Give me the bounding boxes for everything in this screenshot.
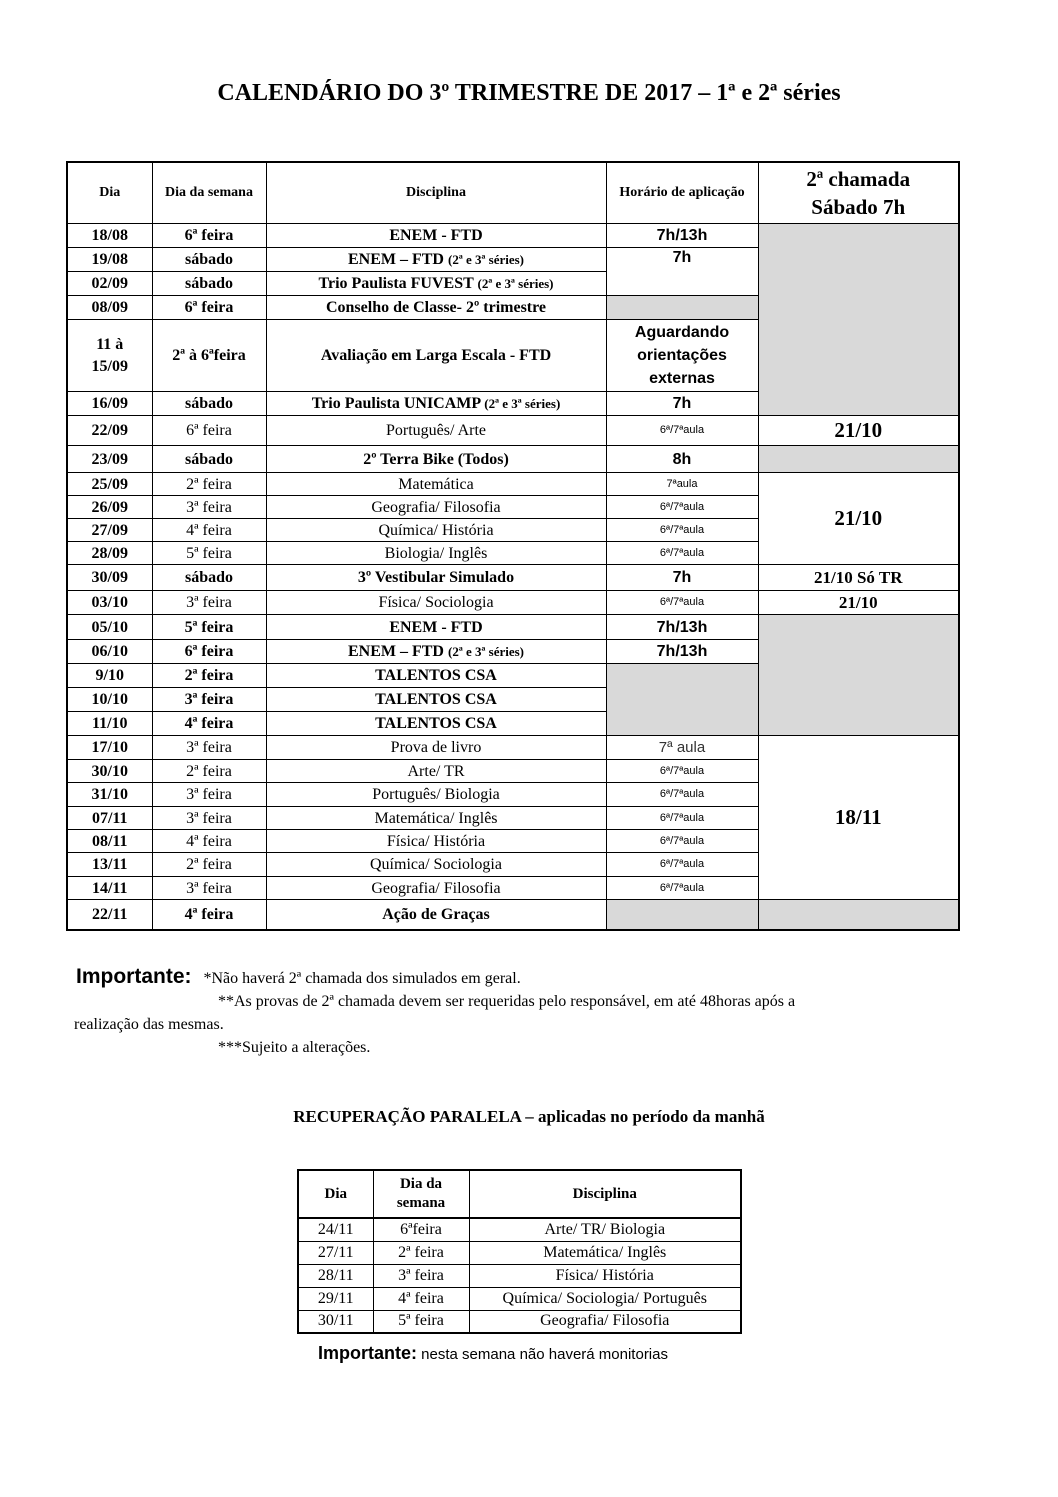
cell-disciplina: ENEM - FTD [266,615,606,640]
header-segunda-chamada-line1: 2ª chamada [806,167,911,191]
cell-disciplina: Ação de Graças [266,900,606,930]
cell-horario: 7h/13h [606,224,758,248]
cell-dia: 27/11 [298,1241,373,1264]
cell-semana: 2ª feira [373,1241,469,1264]
cell-semana: 4ª feira [152,830,266,853]
cell-dia: 24/11 [298,1218,373,1241]
header-dia-semana: Dia da semana [373,1170,469,1218]
header-dia-semana: Dia da semana [152,162,266,224]
note-line-2b: realização das mesmas. [74,1016,224,1033]
cell-semana: sábado [152,272,266,296]
cell-disciplina: TALENTOS CSA [266,664,606,688]
cell-disciplina: Química/ Sociologia [266,853,606,877]
cell-segunda: 18/11 [758,736,959,900]
cell-semana: 6ª feira [152,416,266,446]
cell-horario-empty [606,664,758,736]
table-row [67,473,959,496]
header-segunda-chamada [758,162,959,224]
horario-line3: externas [649,370,715,387]
cell-dia: 27/09 [67,519,152,542]
horario-line2: orientações [637,347,727,364]
cell-disciplina: Português/ Arte [266,416,606,446]
cell-semana: 2ª feira [152,473,266,496]
cell-horario: 6ª/7ªaula [606,877,758,900]
cell-horario: 6ª/7ªaula [606,830,758,853]
table-header-row [67,162,959,224]
disciplina-suffix: (2ª e 3ª séries) [447,644,524,659]
cell-horario: 6ª/7ªaula [606,783,758,807]
cell-disciplina: Arte/ TR [266,760,606,783]
note-line-2: **As provas de 2ª chamada devem ser requeridas pelo responsável, em até 48horas após a [218,993,796,1010]
cell-dia: 11/10 [67,712,152,736]
cell-dia: 22/09 [67,416,152,446]
table-row [298,1218,741,1241]
cell-segunda-empty [758,900,959,930]
cell-disciplina: TALENTOS CSA [266,688,606,712]
cell-semana: 4ª feira [373,1287,469,1310]
table-row [298,1264,741,1287]
cell-dia: 03/10 [67,591,152,615]
cell-semana: 2ª feira [152,664,266,688]
page-title: CALENDÁRIO DO 3º TRIMESTRE DE 2017 – 1ª e 2ª séries [217,80,841,106]
table-row [67,565,959,591]
note-line-1 [76,965,976,990]
cell-segunda: 21/10 [758,473,959,565]
cell-semana: sábado [152,565,266,591]
cell-semana: 2ª feira [152,853,266,877]
cell-semana: sábado [152,392,266,416]
cell-semana: 3ª feira [152,591,266,615]
cell-disciplina: Física/ Sociologia [266,591,606,615]
cell-disciplina: Matemática [266,473,606,496]
cell-dia: 06/10 [67,640,152,664]
recuperacao-note-text: nesta semana não haverá monitorias [421,1346,668,1363]
cell-dia: 22/11 [67,900,152,930]
cell-dia: 10/10 [67,688,152,712]
cell-semana: sábado [152,248,266,272]
cell-horario: 6ª/7ªaula [606,807,758,830]
cell-disciplina [266,392,606,416]
notes-section [76,965,976,1059]
cell-dia: 14/11 [67,877,152,900]
cell-disciplina: Física/ História [469,1264,741,1287]
cell-semana: 4ª feira [152,519,266,542]
header-dia: Dia [298,1170,373,1218]
cell-dia: 07/11 [67,807,152,830]
table-row [67,900,959,930]
cell-disciplina: Matemática/ Inglês [266,807,606,830]
table-row [67,224,959,248]
cell-semana: 6ªfeira [373,1218,469,1241]
cell-disciplina: Avaliação em Larga Escala - FTD [266,320,606,392]
cell-dia: 23/09 [67,446,152,473]
cell-horario: 6ª/7ªaula [606,542,758,565]
disciplina-suffix: (2ª e 3ª séries) [477,276,554,291]
cell-disciplina: Conselho de Classe- 2º trimestre [266,296,606,320]
cell-horario: 7h/13h [606,615,758,640]
cell-semana: 2ª feira [152,760,266,783]
cell-dia: 30/10 [67,760,152,783]
cell-semana: 6ª feira [152,296,266,320]
cell-horario-empty [606,296,758,320]
cell-dia: 13/11 [67,853,152,877]
cell-disciplina: Química/ Sociologia/ Português [469,1287,741,1310]
cell-segunda-empty [758,446,959,473]
cell-dia: 16/09 [67,392,152,416]
cell-disciplina: Química/ História [266,519,606,542]
cell-semana: 6ª feira [152,640,266,664]
table-row [67,591,959,615]
cell-horario: 7h [606,392,758,416]
header-disciplina: Disciplina [469,1170,741,1218]
recuperacao-note-label: Importante: [318,1343,417,1363]
table-row [298,1287,741,1310]
table-header-row [298,1170,741,1218]
recuperacao-title: RECUPERAÇÃO PARALELA – aplicadas no período da manhã [293,1107,765,1126]
cell-disciplina: Física/ História [266,830,606,853]
cell-semana: 3ª feira [152,783,266,807]
table-row [67,416,959,446]
cell-segunda: 21/10 Só TR [758,565,959,591]
table-row [67,446,959,473]
cell-dia: 9/10 [67,664,152,688]
disciplina-text: ENEM – FTD [347,643,444,660]
cell-horario: 6ª/7ªaula [606,853,758,877]
header-dia: Dia [67,162,152,224]
cell-horario: 7h/13h [606,640,758,664]
cell-dia: 25/09 [67,473,152,496]
cell-disciplina: 2º Terra Bike (Todos) [266,446,606,473]
cell-horario: 6ª/7ªaula [606,760,758,783]
header-horario: Horário de aplicação [606,162,758,224]
cell-dia: 28/09 [67,542,152,565]
table-row [67,615,959,640]
table-row [298,1310,741,1333]
cell-disciplina [266,248,606,272]
disciplina-text: Trio Paulista UNICAMP [311,395,481,412]
cell-semana: 3ª feira [152,736,266,760]
cell-semana: 3ª feira [152,496,266,519]
cell-semana: 4ª feira [152,712,266,736]
cell-segunda-empty [758,224,959,416]
header-segunda-chamada-line2: Sábado 7h [811,195,906,219]
table-row [67,736,959,760]
cell-horario: 7ª aula [606,736,758,760]
cell-dia: 08/09 [67,296,152,320]
recuperacao-note [318,1343,668,1364]
cell-dia: 31/10 [67,783,152,807]
note-text-1: *Não haverá 2ª chamada dos simulados em geral. [203,970,521,987]
cell-disciplina: Biologia/ Inglês [266,542,606,565]
cell-horario: 6ª/7ªaula [606,496,758,519]
cell-dia: 05/10 [67,615,152,640]
cell-semana: 3ª feira [152,688,266,712]
note-line-3: ***Sujeito a alterações. [218,1039,371,1056]
cell-segunda-empty [758,615,959,736]
cell-horario: 7ªaula [606,473,758,496]
cell-dia: 17/10 [67,736,152,760]
cell-dia: 29/11 [298,1287,373,1310]
disciplina-text: ENEM – FTD [347,251,444,268]
horario-line1: Aguardando [634,324,730,341]
cell-dia: 19/08 [67,248,152,272]
cell-disciplina: Português/ Biologia [266,783,606,807]
cell-disciplina [266,272,606,296]
cell-semana: 2ª à 6ªfeira [152,320,266,392]
cell-dia: 18/08 [67,224,152,248]
cell-dia: 28/11 [298,1264,373,1287]
cell-semana: 4ª feira [152,900,266,930]
dia-line1: 11 à [96,335,124,353]
note-label: Importante: [76,965,192,988]
dia-line2: 15/09 [91,357,128,375]
cell-dia: 30/11 [298,1310,373,1333]
cell-semana: 6ª feira [152,224,266,248]
cell-segunda: 21/10 [758,416,959,446]
cell-horario: 8h [606,446,758,473]
cell-semana: sábado [152,446,266,473]
cell-disciplina: Arte/ TR/ Biologia [469,1218,741,1241]
calendar-table [66,161,960,931]
cell-semana: 5ª feira [152,542,266,565]
cell-horario: 7h [606,565,758,591]
cell-horario: 7h [606,248,758,296]
cell-semana: 3ª feira [373,1264,469,1287]
cell-disciplina: Geografia/ Filosofia [469,1310,741,1333]
cell-disciplina: Geografia/ Filosofia [266,877,606,900]
cell-dia: 30/09 [67,565,152,591]
cell-dia: 02/09 [67,272,152,296]
cell-horario-empty [606,900,758,930]
disciplina-text: Trio Paulista FUVEST [318,275,474,292]
cell-disciplina: TALENTOS CSA [266,712,606,736]
cell-disciplina: Geografia/ Filosofia [266,496,606,519]
cell-disciplina: 3º Vestibular Simulado [266,565,606,591]
cell-dia: 26/09 [67,496,152,519]
disciplina-suffix: (2ª e 3ª séries) [447,252,524,267]
cell-semana: 5ª feira [152,615,266,640]
cell-horario: 6ª/7ªaula [606,591,758,615]
cell-disciplina: ENEM - FTD [266,224,606,248]
cell-horario [606,320,758,392]
header-disciplina: Disciplina [266,162,606,224]
cell-semana: 3ª feira [152,807,266,830]
table-row [298,1241,741,1264]
cell-dia [67,320,152,392]
cell-horario: 6ª/7ªaula [606,416,758,446]
cell-segunda: 21/10 [758,591,959,615]
cell-disciplina: Prova de livro [266,736,606,760]
cell-disciplina [266,640,606,664]
cell-horario: 6ª/7ªaula [606,519,758,542]
recuperacao-table [297,1169,742,1334]
cell-disciplina: Matemática/ Inglês [469,1241,741,1264]
cell-dia: 08/11 [67,830,152,853]
cell-semana: 3ª feira [152,877,266,900]
disciplina-suffix: (2ª e 3ª séries) [484,396,561,411]
cell-semana: 5ª feira [373,1310,469,1333]
